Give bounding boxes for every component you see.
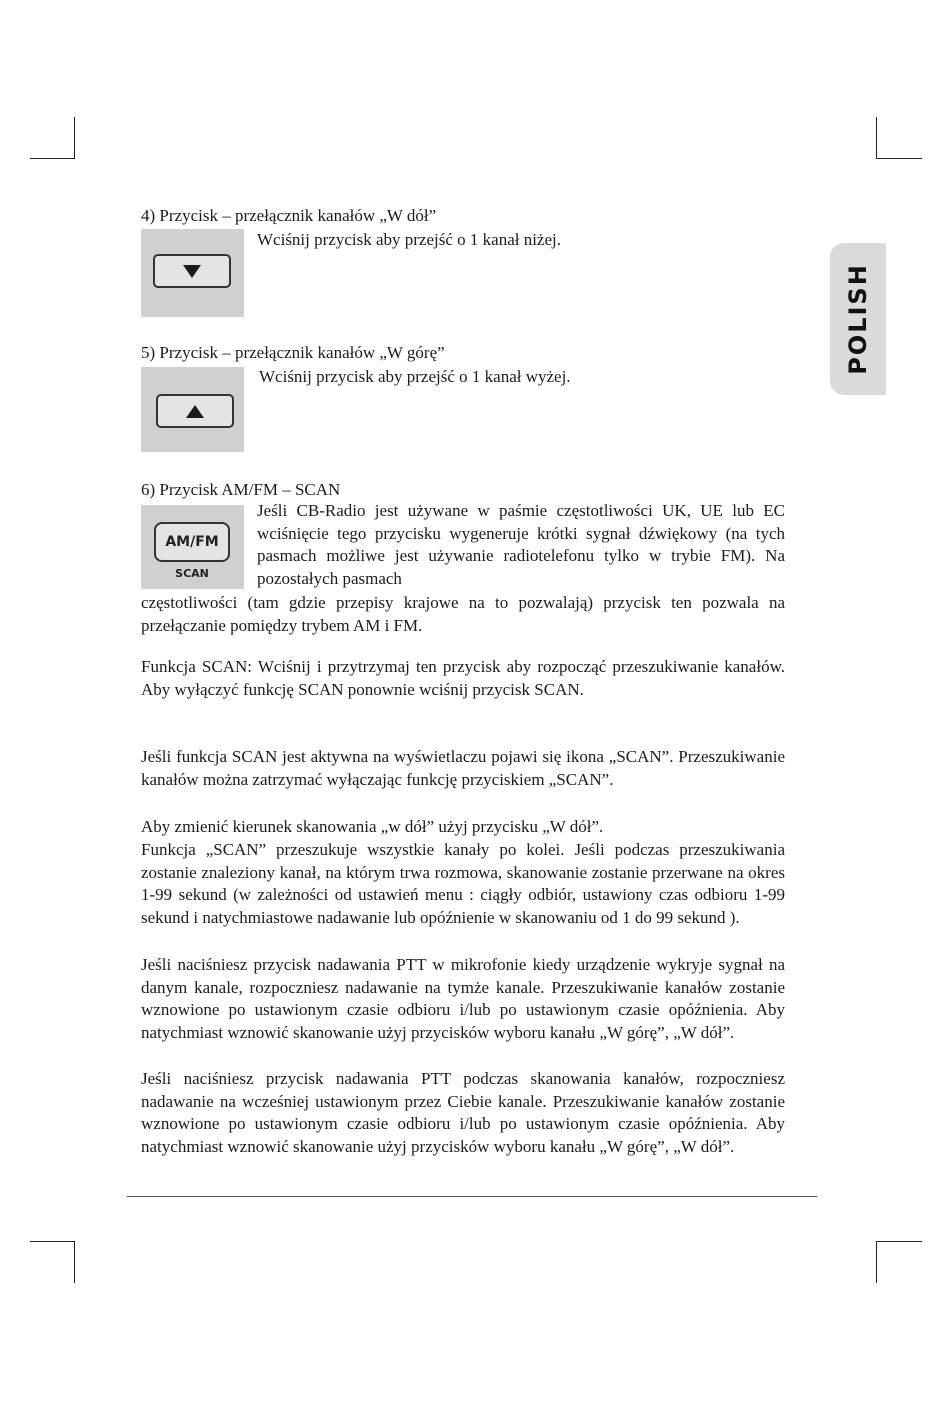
- down-arrow-icon: [183, 265, 201, 278]
- scan-function-paragraph: Funkcja SCAN: Wciśnij i przytrzymaj ten przycisk aby rozpocząć przeszukiwanie kanałów. Aby wyłączyć funkcję SCAN ponownie wciśnij przycisk SCAN.: [141, 657, 785, 699]
- section-5-text: Wciśnij przycisk aby przejść o 1 kanał wyżej.: [259, 367, 571, 386]
- scan-search-paragraph: Funkcja „SCAN” przeszukuje wszystkie kanały po kolei. Jeśli podczas przeszukiwania zostanie znaleziony kanał, na którym trwa rozmowa, skanowanie zostanie przerwane na okres 1-99 sekund (w zależności od ustawień menu : ciągły odbiór, ustawiony czas odbioru 1-99 sekund i natychmiastowe nadawanie lub opóźnienie w skanowaniu od 1 do 99 sekund ).: [141, 840, 785, 927]
- ptt-scanning-paragraph: Jeśli naciśniesz przycisk nadawania PTT podczas skanowania kanałów, rozpoczniesz nadawanie na wcześniej ustawionym przez Ciebie kanale. Przeszukiwanie kanałów zostanie wznowione po ustawionym czasie odbioru i/lub po ustawionym czasie opóźnienia. Aby natychmiast wznowić skanowanie użyj przycisków wyboru kanału „W górę”, „W dół”.: [141, 1069, 785, 1156]
- amfm-button-illustration: [141, 505, 244, 589]
- up-arrow-icon: [186, 405, 204, 418]
- crop-mark: [74, 117, 75, 159]
- ptt-detected-paragraph: Jeśli naciśniesz przycisk nadawania PTT w mikrofonie kiedy urządzenie wykryje sygnał na danym kanale, rozpoczniesz nadawanie na tymże kanale. Przeszukiwanie kanałów zostanie wznowione po ustawionym czasie odbioru i/lub po ustawionym czasie opóźnienia. Aby natychmiast wznowić skanowanie użyj przycisków wyboru kanału „W górę”, „W dół”.: [141, 955, 785, 1042]
- language-tab: [830, 243, 886, 395]
- section-6-heading: 6) Przycisk AM/FM – SCAN: [141, 480, 341, 499]
- down-button: [153, 254, 231, 288]
- amfm-button: AM/FM: [154, 522, 230, 562]
- section-5-heading: 5) Przycisk – przełącznik kanałów „W górę”: [141, 343, 445, 362]
- scan-active-paragraph: Jeśli funkcja SCAN jest aktywna na wyświetlaczu pojawi się ikona „SCAN”. Przeszukiwanie kanałów można zatrzymać wyłączając funkcję przyciskiem „SCAN”.: [141, 747, 785, 789]
- crop-mark: [876, 158, 922, 159]
- section-4-heading: 4) Przycisk – przełącznik kanałów „W dół”: [141, 206, 437, 225]
- language-tab-label: POLISH: [844, 263, 872, 375]
- scan-direction-paragraph: Aby zmienić kierunek skanowania „w dół” użyj przycisku „W dół”.: [141, 817, 604, 836]
- scan-label: SCAN: [175, 567, 209, 580]
- crop-mark: [30, 158, 75, 159]
- down-button-illustration: [141, 229, 244, 317]
- crop-mark: [876, 1241, 877, 1283]
- section-6-indented-text: Jeśli CB-Radio jest używane w paśmie częstotliwości UK, UE lub EC wciśnięcie tego przycisku wygeneruje krótki sygnał dźwiękowy (na tych pasmach możliwe jest używanie radiotelefonu tylko w trybie FM). Na pozostałych pasmach: [257, 501, 785, 588]
- section-6-continuation: częstotliwości (tam gdzie przepisy krajowe na to pozwalają) przycisk ten pozwala na przełączanie pomiędzy trybem AM i FM.: [141, 593, 785, 635]
- footer-rule: [127, 1196, 817, 1197]
- crop-mark: [30, 1241, 75, 1242]
- crop-mark: [876, 117, 877, 159]
- up-button: [156, 394, 234, 428]
- crop-mark: [74, 1241, 75, 1283]
- crop-mark: [876, 1241, 922, 1242]
- section-4-text: Wciśnij przycisk aby przejść o 1 kanał niżej.: [257, 230, 561, 249]
- up-button-illustration: [141, 367, 244, 452]
